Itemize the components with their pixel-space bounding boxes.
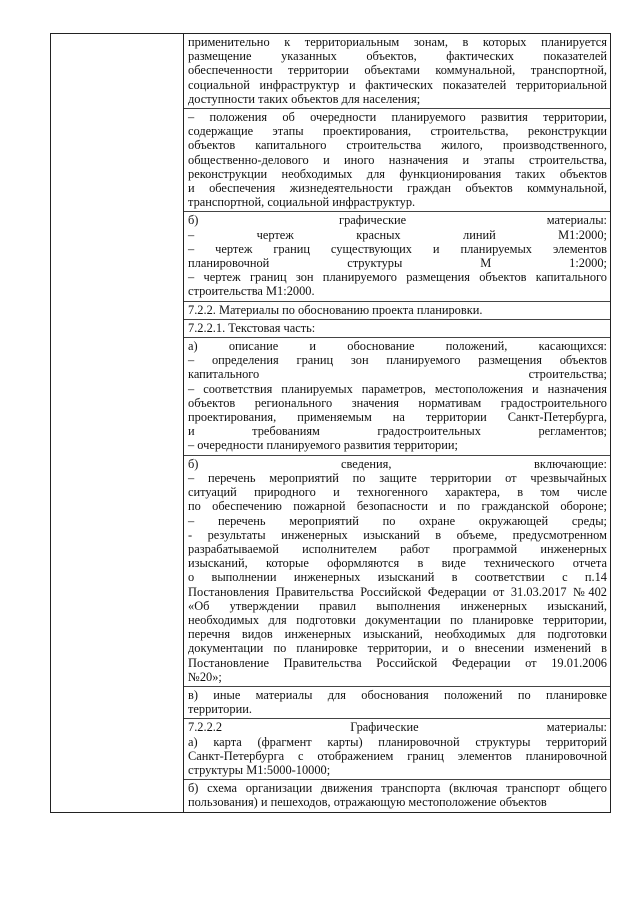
text-line: б) сведения, включающие:	[188, 456, 607, 471]
text-line: 7.2.2. Материалы по обоснованию проекта планировки.	[188, 302, 483, 317]
text-line: 7.2.2.2 Графические материалы:	[188, 720, 607, 735]
text-line: разрабатываемой исполнителем работ программой инженерных	[188, 541, 607, 556]
text-line: - результаты инженерных изысканий в объеме, предусмотренном	[188, 527, 607, 542]
text-line: территории.	[188, 702, 252, 717]
text-line: размещение указанных объектов, фактических показателей	[188, 49, 607, 64]
text-line: Постановление Правительства Российской Федерации от 19.01.2006	[188, 655, 607, 670]
text-line: доступности таких объектов для населения;	[188, 91, 421, 106]
text-line: б) графические материалы:	[188, 213, 607, 228]
text-line: применительно к территориальным зонам, в которых планируется	[188, 35, 607, 49]
text-line: содержащие этапы проектирования, строительства, реконструкции	[188, 124, 607, 139]
text-line: в) иные материалы для обоснования положений по планировке	[188, 687, 607, 702]
text-line: обеспеченности территории объектами коммунальной, транспортной,	[188, 63, 607, 78]
text-line: б) схема организации движения транспорта (включая транспорт общего	[188, 781, 607, 796]
text-line: ситуаций природного и техногенного характера, в том числе	[188, 485, 607, 500]
paragraph	[184, 302, 610, 320]
text-line: необходимых для подготовки документации по планировке территории,	[188, 612, 607, 627]
text-line: перечня видов инженерных изысканий, необходимых для подготовки	[188, 627, 607, 642]
text-line: Санкт-Петербурга с отображением границ элементов планировочной	[188, 748, 607, 763]
paragraph-list	[184, 34, 610, 812]
text-line: – очередности планируемого развития территории;	[188, 438, 458, 453]
content-cell	[184, 34, 611, 813]
text-line: – чертеж границ зон планируемого размещения объектов капитального	[188, 270, 607, 285]
text-line: – чертеж границ существующих и планируемых элементов	[188, 241, 607, 256]
paragraph	[184, 320, 610, 338]
text-line: о выполнении инженерных изысканий в соответствии с п.14	[188, 570, 607, 585]
paragraph	[184, 109, 610, 212]
text-line: а) описание и обоснование положений, касающихся:	[188, 339, 607, 354]
text-line: планировочной структуры М 1:2000;	[188, 256, 607, 271]
text-line: проектирования, применяемым на территории Санкт-Петербурга,	[188, 410, 607, 425]
text-line: изысканий, которые оформляются в виде технического отчета	[188, 556, 607, 571]
text-line: Постановления Правительства Российской Федерации от 31.03.2017 №402	[188, 584, 607, 599]
text-line: и обеспечения жизнедеятельности граждан объектов коммунальной,	[188, 181, 607, 196]
text-line: строительства М1:2000.	[188, 284, 315, 299]
text-line: – определения границ зон планируемого размещения объектов	[188, 353, 607, 368]
paragraph	[184, 456, 610, 687]
text-line: общественно-делового и иного назначения и этапы строительства,	[188, 152, 607, 167]
text-line: и требованиям градостроительных регламентов;	[188, 424, 607, 439]
text-line: объектов капитального строительства жилого, производственного,	[188, 138, 607, 153]
requirements-table	[50, 33, 611, 813]
text-line: – перечень мероприятий по защите территории от чрезвычайных	[188, 470, 607, 485]
text-line: – соответствия планируемых параметров, местоположения и назначения	[188, 381, 607, 396]
text-line: – положения об очередности планируемого развития территории,	[188, 110, 607, 125]
text-line: объектов регионального значения нормативам градостроительного	[188, 395, 607, 410]
text-line: – чертеж красных линий М1:2000;	[188, 227, 607, 242]
text-line: реконструкции необходимых для функционирования таких объектов	[188, 166, 607, 181]
paragraph	[184, 687, 610, 719]
text-line: транспортной, социальной инфраструктур.	[188, 195, 416, 210]
text-line: социальной инфраструктур и фактических показателей территориальной	[188, 77, 607, 92]
text-line: капитального строительства;	[188, 367, 607, 382]
text-line: документации по планировке территории, и о внесении изменений в	[188, 641, 607, 656]
text-line: пользования) и пешеходов, отражающую местоположение объектов	[188, 795, 547, 810]
paragraph	[184, 34, 610, 109]
text-line: 7.2.2.1. Текстовая часть:	[188, 320, 316, 335]
paragraph	[184, 780, 610, 811]
paragraph	[184, 212, 610, 301]
paragraph	[184, 338, 610, 456]
text-line: №20»;	[188, 669, 222, 684]
text-line: по обеспечению пожарной безопасности и по гражданской обороне;	[188, 499, 607, 514]
left-column-cell	[51, 34, 184, 813]
table-row	[51, 34, 611, 813]
paragraph	[184, 719, 610, 780]
text-line: а) карта (фрагмент карты) планировочной структуры территорий	[188, 734, 607, 749]
text-line: «Об утверждении правил выполнения инженерных изысканий,	[188, 598, 607, 613]
text-line: структуры М1:5000-10000;	[188, 762, 331, 777]
text-line: – перечень мероприятий по охране окружающей среды;	[188, 513, 607, 528]
